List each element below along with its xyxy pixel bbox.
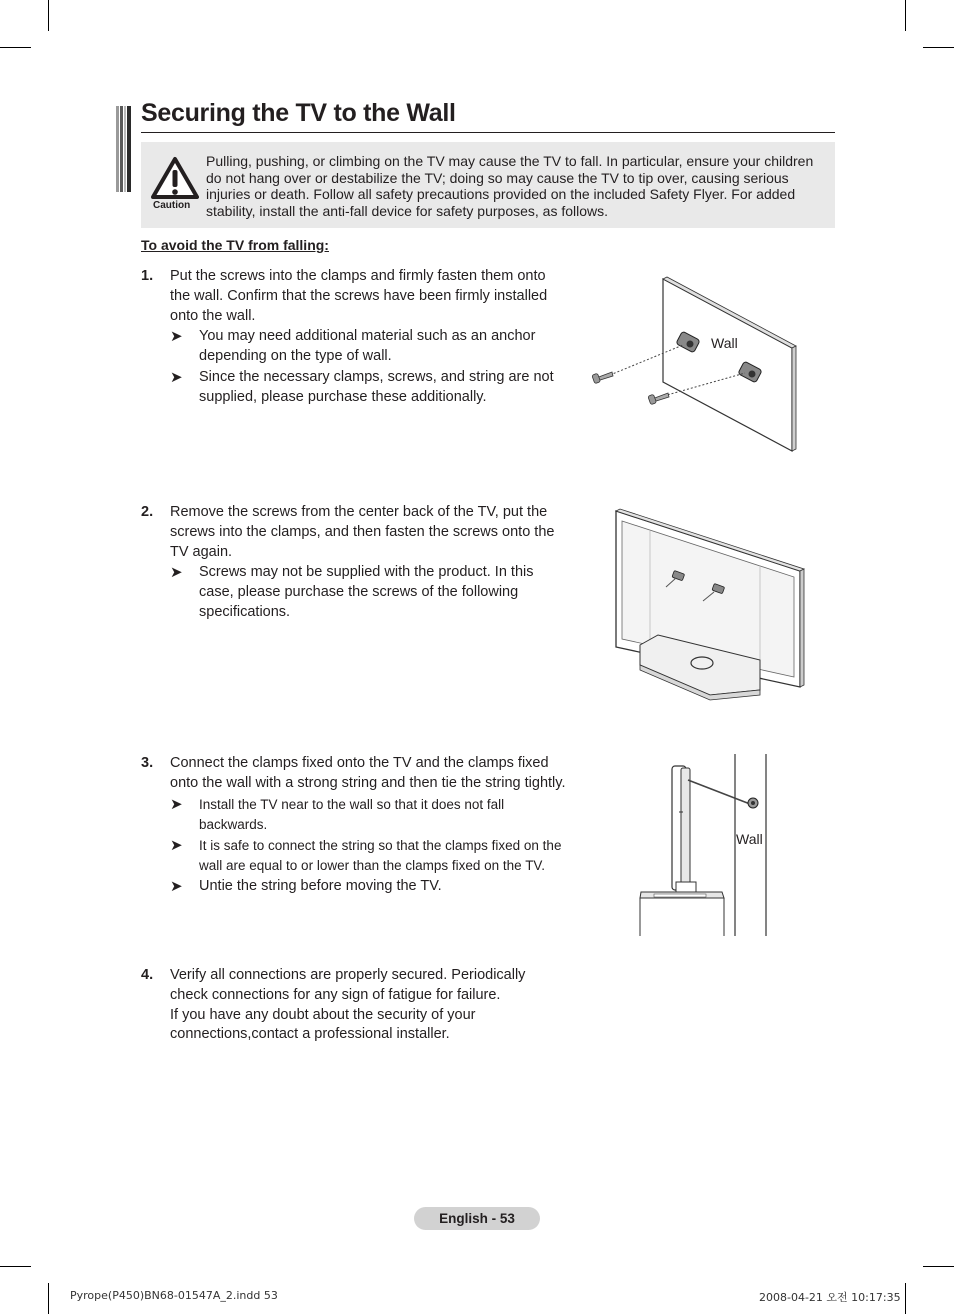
note (170, 795, 566, 835)
note (170, 368, 566, 408)
screw-icon (648, 393, 669, 405)
note-text: Since the necessary clamps, screws, and string are not supplied, please purchase these additionally. (199, 368, 554, 405)
caution-box (141, 142, 835, 228)
title-rule (141, 132, 835, 133)
crop-mark (905, 1283, 906, 1314)
step-text-line: Verify all connections are properly secured. Periodically check connections for any sign of fatigue for failure. (170, 967, 526, 1003)
warning-icon (151, 156, 199, 200)
tv-back-illustration (610, 505, 810, 701)
crop-mark (0, 1266, 31, 1267)
step-text: Remove the screws from the center back of the TV, put the screws into the clamps, and then fasten the screws onto the TV again. (170, 504, 555, 560)
arrow-note-icon: ➤ (170, 328, 183, 346)
page-title: Securing the TV to the Wall (141, 99, 456, 127)
step-4 (141, 966, 566, 1045)
page-number-badge: English - 53 (414, 1207, 540, 1230)
step-3 (141, 754, 566, 896)
step-2 (141, 503, 566, 623)
note (170, 563, 566, 622)
step-number: 4. (141, 967, 154, 983)
title-decoration (116, 106, 132, 192)
note-text: You may need additional material such as an anchor depending on the type of wall. (199, 328, 536, 365)
step-text: Connect the clamps fixed onto the TV and the clamps fixed onto the wall with a strong string and then tie the string tightly. (170, 755, 566, 791)
note-text: Untie the string before moving the TV. (199, 877, 442, 894)
caution-text: Pulling, pushing, or climbing on the TV may cause the TV to fall. In particular, ensure your children do not hang over or destabilize the TV; doing so may cause the TV to tip over, causing serious injuries or death. Follow all safety precautions provided on the included Safety Flyer. For added stability, install the anti-fall device for safety purposes, as follows. (206, 153, 814, 219)
clamp-icon (748, 798, 758, 808)
arrow-note-icon: ➤ (170, 877, 183, 895)
arrow-note-icon: ➤ (170, 836, 183, 854)
footer-file-name: Pyrope(P450)BN68-01547A_2.indd 53 (70, 1289, 278, 1302)
crop-mark (0, 47, 31, 48)
crop-mark (923, 47, 954, 48)
note (170, 836, 566, 876)
crop-mark (48, 0, 49, 31)
wall-label: Wall (736, 831, 763, 847)
step-text: Put the screws into the clamps and firmly fasten them onto the wall. Confirm that the screws have been firmly installed onto the wall. (170, 268, 548, 324)
arrow-note-icon: ➤ (170, 564, 183, 582)
section-subheading: To avoid the TV from falling: (141, 237, 329, 253)
note (170, 877, 566, 897)
step-1 (141, 267, 566, 408)
tv-side-illustration (632, 752, 772, 938)
arrow-note-icon: ➤ (170, 795, 183, 813)
step-text-line: If you have any doubt about the security of your connections,contact a professional installer. (170, 1006, 476, 1043)
note-text: Screws may not be supplied with the product. In this case, please purchase the screws of the following specifications. (199, 564, 534, 620)
wall-label: Wall (711, 335, 738, 351)
crop-mark (48, 1283, 49, 1314)
footer-date: 2008-04-21 오전 10:17:35 (759, 1291, 901, 1304)
note-text: Install the TV near to the wall so that it does not fall backwards. (199, 796, 505, 832)
step-number: 2. (141, 504, 154, 520)
caution-label: Caution (153, 200, 191, 211)
step-number: 1. (141, 268, 154, 284)
note (170, 327, 566, 367)
step-number: 3. (141, 755, 154, 771)
screw-icon (592, 372, 613, 384)
wall-clamp-illustration (590, 275, 800, 455)
arrow-note-icon: ➤ (170, 368, 183, 386)
note-text: It is safe to connect the string so that the clamps fixed on the wall are equal to or lower than the clamps fixed on the TV. (199, 837, 562, 873)
crop-mark (923, 1266, 954, 1267)
crop-mark (905, 0, 906, 31)
